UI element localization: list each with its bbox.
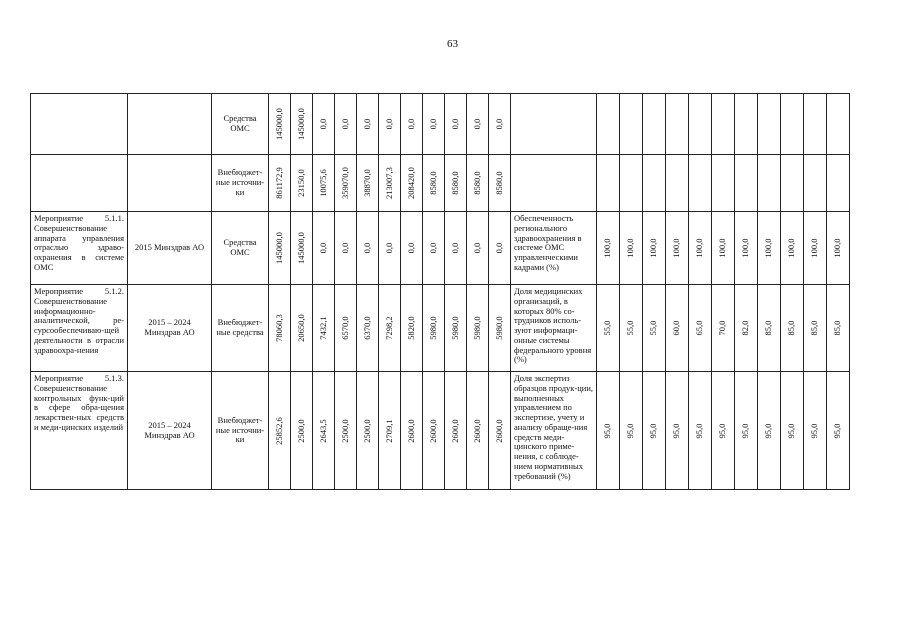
- finance-value: 0,0: [383, 118, 394, 130]
- target-value-cell: [735, 212, 758, 285]
- program-table: [30, 93, 850, 490]
- finance-value: 0,0: [493, 242, 504, 254]
- period-executor-cell: [128, 155, 212, 212]
- target-value-cell: [597, 212, 620, 285]
- target-value: 100,0: [763, 238, 774, 258]
- target-value-cell: [758, 94, 781, 155]
- finance-value: 5980,0: [471, 316, 482, 340]
- finance-value: 6570,0: [339, 316, 350, 340]
- target-value-cell: [781, 212, 804, 285]
- finance-value-cell: [467, 372, 489, 490]
- finance-value-cell: [401, 94, 423, 155]
- indicator-cell: Доля экспертиз образцов продук-ции, выполненных управлением по экспертизе, учету и анализу обраще-ния средств меди-цинского приме-нения, с соблюде-нием нормативных требований (%): [511, 372, 597, 490]
- finance-value: 0,0: [317, 118, 328, 130]
- target-value: 100,0: [809, 238, 820, 258]
- target-value-cell: [666, 285, 689, 372]
- target-value-cell: [597, 285, 620, 372]
- finance-value-cell: [467, 285, 489, 372]
- target-value: 82,0: [740, 320, 751, 336]
- finance-value: 0,0: [471, 242, 482, 254]
- finance-value-cell: [445, 372, 467, 490]
- finance-value: 5980,0: [493, 316, 504, 340]
- target-value-cell: [620, 285, 643, 372]
- finance-value-cell: [489, 285, 511, 372]
- finance-value: 0,0: [471, 118, 482, 130]
- target-value-cell: [827, 212, 850, 285]
- target-value: 95,0: [832, 423, 843, 438]
- target-value: 95,0: [809, 423, 820, 438]
- finance-value: 6370,0: [361, 316, 372, 340]
- target-value-cell: [712, 94, 735, 155]
- finance-value-cell: [313, 212, 335, 285]
- finance-value-cell: [445, 285, 467, 372]
- target-value-cell: [712, 212, 735, 285]
- target-value-cell: [804, 155, 827, 212]
- finance-value: 25852,6: [273, 416, 284, 445]
- target-value-cell: [643, 155, 666, 212]
- finance-value: 145000,0: [273, 232, 284, 264]
- target-value-cell: [827, 155, 850, 212]
- target-value-cell: [643, 94, 666, 155]
- finance-value: 78060,3: [273, 314, 284, 342]
- finance-value-cell: [379, 212, 401, 285]
- finance-value-cell: [379, 155, 401, 212]
- finance-value: 2500,0: [361, 418, 372, 443]
- finance-value: 0,0: [449, 118, 460, 130]
- target-value: 85,0: [809, 320, 820, 336]
- finance-value: 0,0: [427, 242, 438, 254]
- finance-value-cell: [489, 94, 511, 155]
- target-value-cell: [804, 212, 827, 285]
- table-row: [31, 212, 850, 285]
- target-value: 95,0: [671, 423, 682, 438]
- target-value: 95,0: [694, 423, 705, 438]
- finance-value-cell: [313, 155, 335, 212]
- finance-value-cell: [401, 372, 423, 490]
- target-value: 100,0: [602, 238, 613, 258]
- finance-value-cell: [335, 155, 357, 212]
- finance-value-cell: [467, 94, 489, 155]
- target-value-cell: [827, 94, 850, 155]
- target-value-cell: [781, 372, 804, 490]
- target-value: 95,0: [717, 423, 728, 438]
- finance-value-cell: [489, 372, 511, 490]
- finance-value: 2600,0: [405, 418, 416, 443]
- target-value-cell: [758, 372, 781, 490]
- finance-value-cell: [489, 155, 511, 212]
- finance-value-cell: [335, 94, 357, 155]
- target-value: 95,0: [602, 423, 613, 438]
- finance-value-cell: [313, 372, 335, 490]
- target-value-cell: [597, 155, 620, 212]
- finance-value: 23150,0: [295, 169, 306, 197]
- finance-value: 2500,0: [339, 418, 350, 443]
- finance-value: 0,0: [405, 242, 416, 254]
- target-value-cell: [689, 372, 712, 490]
- target-value-cell: [827, 285, 850, 372]
- finance-value: 8580,0: [471, 171, 482, 195]
- finance-value-cell: [291, 155, 313, 212]
- finance-value: 5980,0: [427, 316, 438, 340]
- finance-value-cell: [335, 285, 357, 372]
- target-value-cell: [827, 372, 850, 490]
- table-row: [31, 155, 850, 212]
- target-value: 100,0: [671, 238, 682, 258]
- target-value: 100,0: [740, 238, 751, 258]
- finance-value: 145000,0: [295, 108, 306, 140]
- finance-value-cell: [445, 155, 467, 212]
- target-value-cell: [597, 94, 620, 155]
- finance-value: 2600,0: [493, 418, 504, 443]
- finance-value: 0,0: [339, 118, 350, 130]
- target-value: 100,0: [694, 238, 705, 258]
- target-value-cell: [643, 212, 666, 285]
- target-value-cell: [758, 285, 781, 372]
- event-cell: Мероприятие 5.1.1. Совершенствование аппарата управления отраслью здраво-охранения в системе ОМС: [31, 212, 128, 285]
- finance-value: 145000,0: [273, 108, 284, 140]
- target-value: 70,0: [717, 320, 728, 336]
- target-value-cell: [712, 155, 735, 212]
- target-value-cell: [620, 212, 643, 285]
- target-value: 55,0: [648, 320, 659, 336]
- finance-value-cell: [313, 94, 335, 155]
- target-value-cell: [804, 285, 827, 372]
- period-executor-cell: [128, 94, 212, 155]
- target-value-cell: [689, 285, 712, 372]
- finance-value: 145000,0: [295, 232, 306, 264]
- finance-value: 213007,3: [383, 167, 394, 199]
- finance-value: 2600,0: [427, 418, 438, 443]
- target-value-cell: [689, 155, 712, 212]
- finance-value-cell: [291, 212, 313, 285]
- finance-value-cell: [423, 155, 445, 212]
- finance-value: 208420,0: [405, 167, 416, 199]
- target-value-cell: [712, 372, 735, 490]
- finance-value: 2600,0: [449, 418, 460, 443]
- finance-value-cell: [269, 155, 291, 212]
- target-value: 55,0: [602, 320, 613, 336]
- target-value: 100,0: [786, 238, 797, 258]
- finance-value: 0,0: [361, 118, 372, 130]
- target-value-cell: [666, 155, 689, 212]
- finance-value-cell: [357, 372, 379, 490]
- target-value: 85,0: [786, 320, 797, 336]
- finance-value: 2500,0: [295, 418, 306, 443]
- finance-value-cell: [357, 212, 379, 285]
- finance-value-cell: [269, 94, 291, 155]
- finance-value: 0,0: [361, 242, 372, 254]
- finance-value-cell: [269, 212, 291, 285]
- finance-value: 359070,0: [339, 167, 350, 199]
- finance-value: 10075,6: [317, 169, 328, 197]
- finance-value-cell: [291, 285, 313, 372]
- finance-value-cell: [423, 212, 445, 285]
- finance-value: 0,0: [493, 118, 504, 130]
- finance-value: 0,0: [405, 118, 416, 130]
- finance-value-cell: [335, 212, 357, 285]
- finance-value-cell: [489, 212, 511, 285]
- target-value: 85,0: [763, 320, 774, 336]
- funding-source-cell: Внебюджет-ные источни-ки: [212, 155, 269, 212]
- finance-value: 38870,0: [361, 169, 372, 197]
- finance-value-cell: [357, 94, 379, 155]
- finance-value: 0,0: [449, 242, 460, 254]
- finance-value-cell: [357, 285, 379, 372]
- finance-value-cell: [379, 94, 401, 155]
- finance-value: 0,0: [339, 242, 350, 254]
- target-value-cell: [666, 94, 689, 155]
- indicator-cell: [511, 155, 597, 212]
- finance-value: 0,0: [427, 118, 438, 130]
- target-value-cell: [689, 212, 712, 285]
- target-value-cell: [804, 372, 827, 490]
- event-cell: Мероприятие 5.1.3. Совершенствование контрольных функ-ций в сфере обра-щения лекарствен-ных средств и меди-цинских изделий: [31, 372, 128, 490]
- finance-value: 2643,5: [317, 418, 328, 443]
- finance-value: 0,0: [317, 242, 328, 254]
- finance-value-cell: [423, 94, 445, 155]
- target-value-cell: [735, 155, 758, 212]
- target-value-cell: [643, 285, 666, 372]
- table-row: [31, 94, 850, 155]
- finance-value: 861172,9: [273, 167, 284, 199]
- finance-value-cell: [291, 94, 313, 155]
- funding-source-cell: Внебюджет-ные источни-ки: [212, 372, 269, 490]
- target-value-cell: [597, 372, 620, 490]
- indicator-cell: Доля медицинских организаций, в которых 80% со-трудников исполь-зуют информаци-онные системы федерального уровня (%): [511, 285, 597, 372]
- target-value-cell: [620, 155, 643, 212]
- finance-value-cell: [269, 372, 291, 490]
- target-value-cell: [735, 285, 758, 372]
- finance-value: 2709,1: [383, 418, 394, 443]
- period-executor-cell: 2015 – 2024 Минздрав АО: [128, 372, 212, 490]
- finance-value: 20650,0: [295, 314, 306, 342]
- target-value: 65,0: [694, 320, 705, 336]
- target-value: 95,0: [740, 423, 751, 438]
- finance-value: 7432,1: [317, 316, 328, 340]
- finance-value-cell: [313, 285, 335, 372]
- event-cell: Мероприятие 5.1.2. Совершенствование информационно-аналитической, ре-сурсообеспечиваю-щей деятельности в отрасли здравоохра-нения: [31, 285, 128, 372]
- target-value: 100,0: [832, 238, 843, 258]
- target-value-cell: [620, 94, 643, 155]
- target-value-cell: [735, 372, 758, 490]
- target-value-cell: [666, 372, 689, 490]
- target-value: 95,0: [648, 423, 659, 438]
- target-value: 85,0: [832, 320, 843, 336]
- target-value-cell: [620, 372, 643, 490]
- target-value-cell: [804, 94, 827, 155]
- event-cell: [31, 94, 128, 155]
- indicator-cell: Обеспеченность регионального здравоохранения в системе ОМС управленческими кадрами (%): [511, 212, 597, 285]
- finance-value-cell: [445, 212, 467, 285]
- indicator-cell: [511, 94, 597, 155]
- target-value: 100,0: [625, 238, 636, 258]
- target-value-cell: [712, 285, 735, 372]
- finance-value-cell: [335, 372, 357, 490]
- finance-value: 5820,0: [405, 316, 416, 340]
- finance-value-cell: [401, 212, 423, 285]
- table-row: [31, 285, 850, 372]
- finance-value-cell: [379, 285, 401, 372]
- target-value-cell: [781, 155, 804, 212]
- finance-value-cell: [445, 94, 467, 155]
- finance-value: 8580,0: [493, 171, 504, 195]
- finance-value-cell: [467, 155, 489, 212]
- target-value: 100,0: [648, 238, 659, 258]
- target-value: 100,0: [717, 238, 728, 258]
- finance-value-cell: [291, 372, 313, 490]
- target-value: 95,0: [625, 423, 636, 438]
- target-value: 55,0: [625, 320, 636, 336]
- period-executor-cell: 2015 Минздрав АО: [128, 212, 212, 285]
- finance-value: 7298,2: [383, 316, 394, 340]
- table-row: [31, 372, 850, 490]
- target-value-cell: [735, 94, 758, 155]
- event-cell: [31, 155, 128, 212]
- finance-value-cell: [401, 155, 423, 212]
- finance-value-cell: [357, 155, 379, 212]
- target-value: 60,0: [671, 320, 682, 336]
- target-value-cell: [758, 155, 781, 212]
- funding-source-cell: Средства ОМС: [212, 212, 269, 285]
- period-executor-cell: 2015 – 2024 Минздрав АО: [128, 285, 212, 372]
- finance-value: 0,0: [383, 242, 394, 254]
- finance-value: 8580,0: [449, 171, 460, 195]
- target-value-cell: [689, 94, 712, 155]
- finance-value-cell: [379, 372, 401, 490]
- target-value: 95,0: [763, 423, 774, 438]
- finance-value-cell: [467, 212, 489, 285]
- funding-source-cell: Средства ОМС: [212, 94, 269, 155]
- finance-value-cell: [423, 372, 445, 490]
- target-value-cell: [781, 285, 804, 372]
- target-value-cell: [781, 94, 804, 155]
- finance-value: 2600,0: [471, 418, 482, 443]
- funding-source-cell: Внебюджет-ные средства: [212, 285, 269, 372]
- finance-value: 5980,0: [449, 316, 460, 340]
- target-value-cell: [758, 212, 781, 285]
- finance-value-cell: [423, 285, 445, 372]
- target-value-cell: [666, 212, 689, 285]
- target-value: 95,0: [786, 423, 797, 438]
- target-value-cell: [643, 372, 666, 490]
- finance-value-cell: [401, 285, 423, 372]
- page-number: 63: [447, 38, 458, 50]
- finance-value-cell: [269, 285, 291, 372]
- finance-value: 8580,0: [427, 171, 438, 195]
